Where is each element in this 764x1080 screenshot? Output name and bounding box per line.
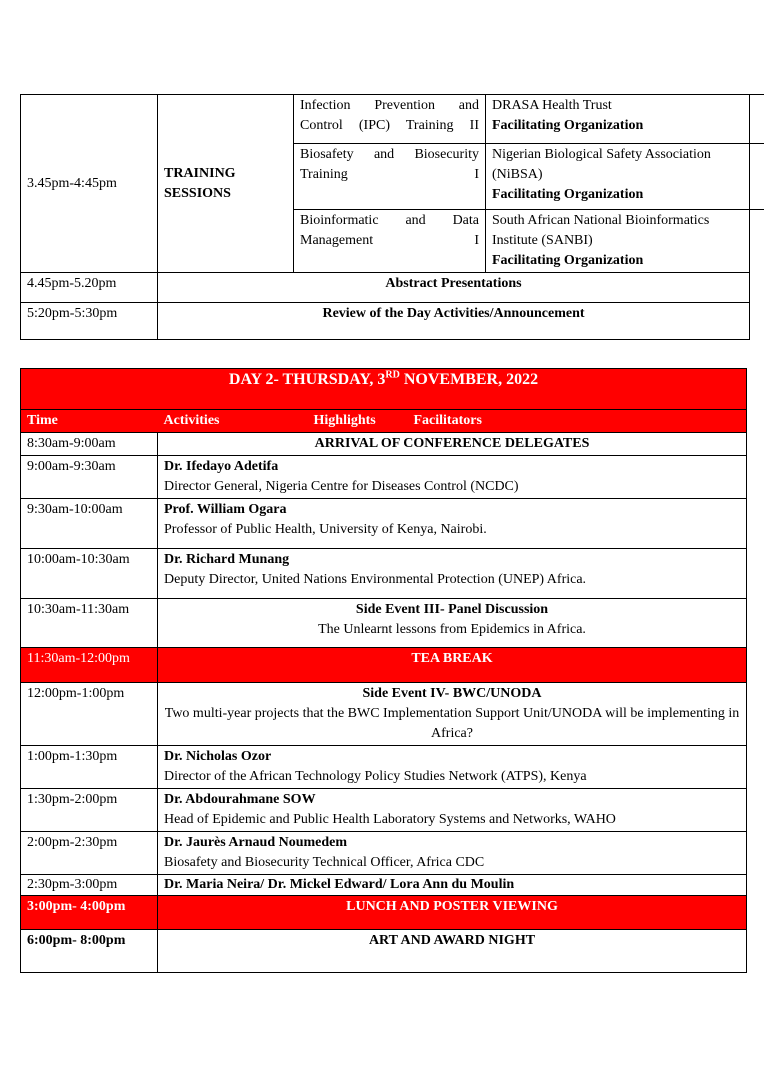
table-row-highlight	[21, 896, 747, 930]
header-facilitators: Facilitators	[413, 413, 482, 428]
session-facilitator: DRASA Health Trust Facilitating Organization	[486, 95, 750, 144]
row-activity: Review of the Day Activities/Announcement	[158, 303, 750, 340]
day1-schedule-table	[20, 94, 764, 340]
row-time: 10:30am-11:30am	[21, 599, 158, 648]
row-time: 6:00pm- 8:00pm	[21, 930, 158, 973]
table-row	[21, 499, 747, 549]
table-row	[21, 456, 747, 499]
row-activity: Dr. Abdourahmane SOW Head of Epidemic and Public Health Laboratory Systems and Networks, WAHO	[158, 789, 747, 832]
session-facilitator: South African National Bioinformatics Institute (SANBI) Facilitating Organization	[486, 210, 750, 273]
row-activity: Dr. Richard Munang Deputy Director, United Nations Environmental Protection (UNEP) Africa.	[158, 549, 747, 599]
day1-row	[21, 303, 764, 340]
table-row	[21, 433, 747, 456]
row-activity: LUNCH AND POSTER VIEWING	[158, 896, 747, 930]
empty-cell	[750, 95, 764, 144]
row-time: 2:30pm-3:00pm	[21, 875, 158, 896]
day1-row	[21, 273, 764, 303]
header-activities: Activities	[163, 413, 220, 428]
row-activity: ART AND AWARD NIGHT	[158, 930, 747, 973]
row-activity: Abstract Presentations	[158, 273, 750, 303]
table-row	[21, 930, 747, 973]
table-row	[21, 549, 747, 599]
row-activity: Prof. William Ogara Professor of Public Health, University of Kenya, Nairobi.	[158, 499, 747, 549]
table-row	[21, 683, 747, 746]
training-label: TRAINING SESSIONS	[158, 95, 294, 273]
row-activity: Dr. Ifedayo Adetifa Director General, Nigeria Centre for Diseases Control (NCDC)	[158, 456, 747, 499]
session-facilitator: Nigerian Biological Safety Association (NiBSA) Facilitating Organization	[486, 144, 750, 210]
row-time: 12:00pm-1:00pm	[21, 683, 158, 746]
session-highlight: Infection Prevention and Control (IPC) Training II	[294, 95, 486, 144]
day2-title-row	[21, 369, 747, 410]
table-row	[21, 746, 747, 789]
table-row-highlight	[21, 648, 747, 683]
row-activity: Side Event III- Panel Discussion The Unlearnt lessons from Epidemics in Africa.	[158, 599, 747, 648]
table-row	[21, 875, 747, 896]
row-time: 9:30am-10:00am	[21, 499, 158, 549]
header-time: Time	[21, 410, 158, 433]
row-time: 4.45pm-5.20pm	[21, 273, 158, 303]
row-activity: Side Event IV- BWC/UNODA Two multi-year projects that the BWC Implementation Support Unit/UNODA will be implementing in Africa?	[158, 683, 747, 746]
header-highlights: Highlights	[313, 413, 376, 428]
table-row	[21, 599, 747, 648]
row-time: 2:00pm-2:30pm	[21, 832, 158, 875]
row-time: 5:20pm-5:30pm	[21, 303, 158, 340]
row-time: 1:30pm-2:00pm	[21, 789, 158, 832]
training-row-1	[21, 95, 764, 144]
row-time: 1:00pm-1:30pm	[21, 746, 158, 789]
table-row	[21, 789, 747, 832]
row-activity: Dr. Maria Neira/ Dr. Mickel Edward/ Lora Ann du Moulin	[158, 875, 747, 896]
empty-cell	[750, 144, 764, 210]
row-time: 11:30am-12:00pm	[21, 648, 158, 683]
row-activity: Dr. Nicholas Ozor Director of the African Technology Policy Studies Network (ATPS), Kenya	[158, 746, 747, 789]
row-time: 8:30am-9:00am	[21, 433, 158, 456]
row-activity: TEA BREAK	[158, 648, 747, 683]
training-time: 3.45pm-4:45pm	[21, 95, 158, 273]
day2-title: DAY 2- THURSDAY, 3RD NOVEMBER, 2022	[21, 369, 747, 410]
empty-cell	[750, 210, 764, 273]
session-highlight: Biosafety and Biosecurity Training I	[294, 144, 486, 210]
table-row	[21, 832, 747, 875]
row-time: 10:00am-10:30am	[21, 549, 158, 599]
day2-schedule-table	[20, 368, 747, 973]
row-activity: Dr. Jaurès Arnaud Noumedem Biosafety and Biosecurity Technical Officer, Africa CDC	[158, 832, 747, 875]
table-header-row	[21, 410, 747, 433]
row-time: 3:00pm- 4:00pm	[21, 896, 158, 930]
row-time: 9:00am-9:30am	[21, 456, 158, 499]
row-activity: ARRIVAL OF CONFERENCE DELEGATES	[158, 433, 747, 456]
session-highlight: Bioinformatic and Data Management I	[294, 210, 486, 273]
